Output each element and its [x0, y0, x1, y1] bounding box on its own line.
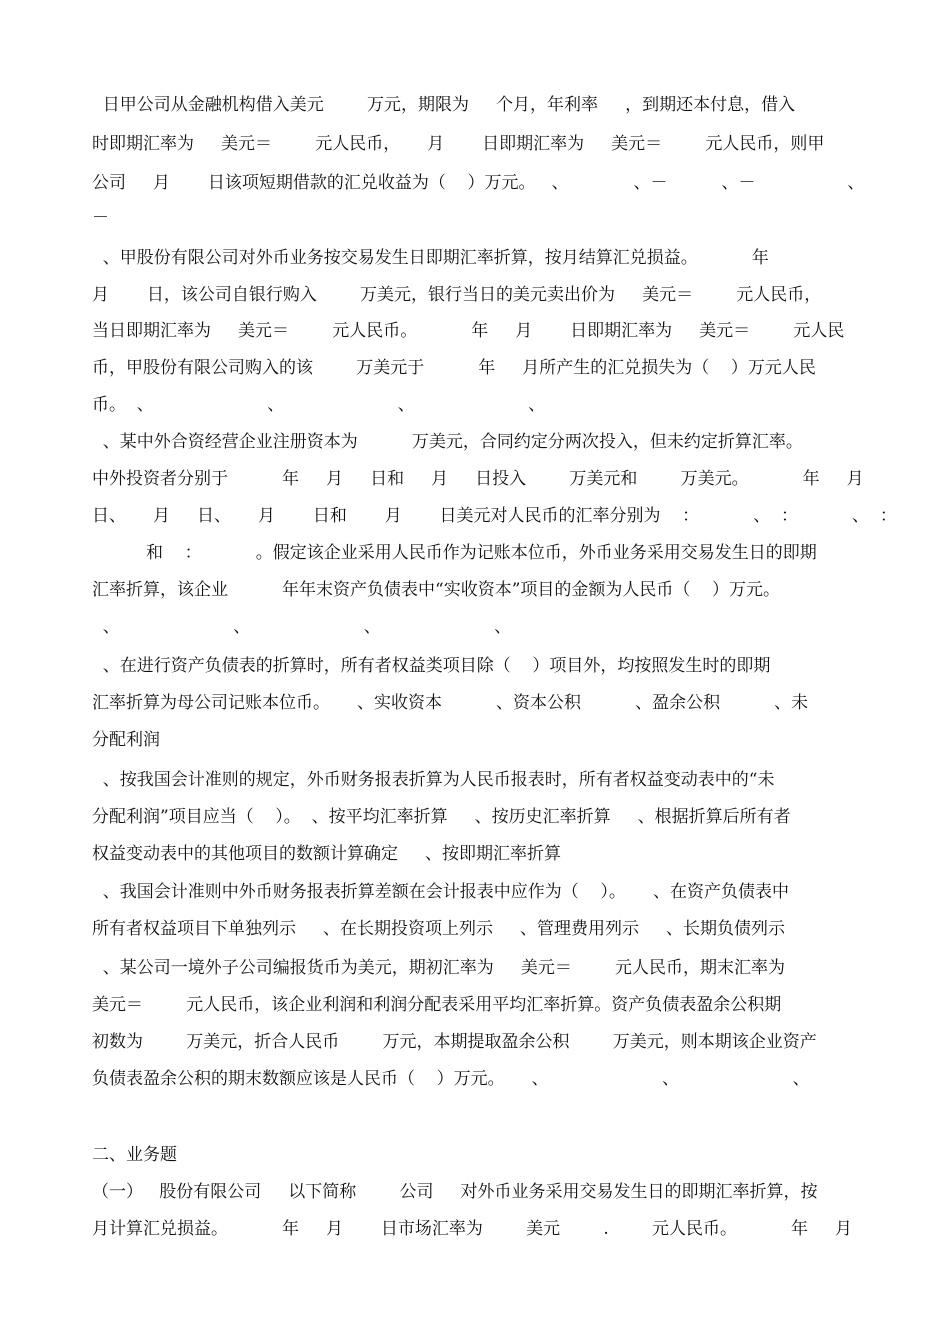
q2-line-2: 月 日，该公司自银行购入 万美元，银行当日的美元卖出价为 美元＝ 元人民币，: [92, 285, 822, 305]
q3-line-5: 汇率折算，该企业 年年末资产负债表中“实收资本”项目的金额为人民币（ ）万元。: [92, 580, 781, 600]
q2-line-1: 、甲股份有限公司对外币业务按交易发生日即期汇率折算，按月结算汇兑损益。 年: [92, 248, 769, 268]
q3-line-6: 、 、 、 、: [92, 617, 512, 637]
q2-line-4: 币，甲股份有限公司购入的该 万美元于 年 月所产生的汇兑损失为（ ）万元人民: [92, 358, 816, 378]
q1-line-3: 公司 月 日该项短期借款的汇兑收益为（ ）万元。 、 、－ 、－ 、: [92, 173, 865, 193]
q5-line-1: 、按我国会计准则的规定，外币财务报表折算为人民币报表时，所有者权益变动表中的“未: [92, 770, 775, 790]
business-line-2: 月计算汇兑损益。 年 月 日市场汇率为 美元 . 元人民币。 年 月: [92, 1219, 853, 1239]
q6-line-1: 、我国会计准则中外币财务报表折算差额在会计报表中应作为（ ）。 、在资产负债表中: [92, 882, 789, 902]
q2-line-3: 当日即期汇率为 美元＝ 元人民币。 年 月 日即期汇率为 美元＝ 元人民: [92, 321, 845, 341]
q1-line-1: 日甲公司从金融机构借入美元 万元，期限为 个月，年利率 ，到期还本付息，借入: [92, 95, 796, 115]
q3-line-4: 和 ： 。假定该企业采用人民币作为记账本位币，外币业务采用交易发生日的即期: [92, 543, 817, 563]
q1-line-2: 时即期汇率为 美元＝ 元人民币， 月 日即期汇率为 美元＝ 元人民币，则甲: [92, 134, 825, 154]
q3-line-1: 、某中外合资经营企业注册资本为 万美元，合同约定分两次投入，但未约定折算汇率。: [92, 432, 803, 452]
business-line-1: （一） 股份有限公司 以下简称 公司 对外币业务采用交易发生日的即期汇率折算，按: [92, 1182, 818, 1202]
q5-line-3: 权益变动表中的其他项目的数额计算确定 、按即期汇率折算: [92, 844, 562, 864]
q4-line-3: 分配利润: [92, 730, 160, 750]
q1-line-4: －: [92, 208, 109, 228]
q7-line-1: 、某公司一境外子公司编报货币为美元，期初汇率为 美元＝ 元人民币，期末汇率为: [92, 958, 786, 978]
q3-line-3: 日、 月 日、 月 日和 月 日美元对人民币的汇率分别为 ： 、 ： 、 ：: [92, 506, 897, 526]
q7-line-2: 美元＝ 元人民币，该企业利润和利润分配表采用平均汇率折算。资产负债表盈余公积期: [92, 995, 782, 1015]
q2-line-5: 币。 、 、 、 、: [92, 395, 546, 415]
section-title: 二、业务题: [92, 1145, 177, 1165]
q4-line-1: 、在进行资产负债表的折算时，所有者权益类项目除（ ）项目外，均按照发生时的即期: [92, 656, 771, 676]
q6-line-2: 所有者权益项目下单独列示 、在长期投资项上列示 、管理费用列示 、长期负债列示: [92, 919, 786, 939]
q7-line-4: 负债表盈余公积的期末数额应该是人民币（ ）万元。 、 、 、: [92, 1069, 810, 1089]
q7-line-3: 初数为 万美元，折合人民币 万元，本期提取盈余公积 万美元，则本期该企业资产: [92, 1032, 817, 1052]
q4-line-2: 汇率折算为母公司记账本位币。 、实收资本 、资本公积 、盈余公积 、未: [92, 693, 809, 713]
q3-line-2: 中外投资者分别于 年 月 日和 月 日投入 万美元和 万美元。 年 月: [92, 469, 864, 489]
q5-line-2: 分配利润”项目应当（ ）。 、按平均汇率折算 、按历史汇率折算 、根据折算后所有者: [92, 807, 791, 827]
